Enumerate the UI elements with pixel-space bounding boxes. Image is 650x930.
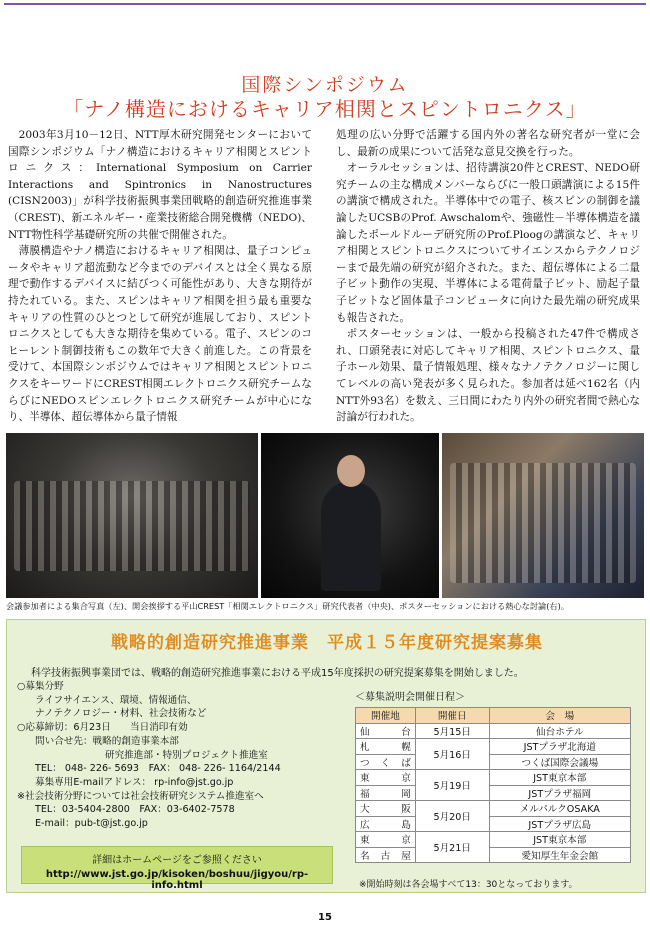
announcement-line: 研究推進部・特別プロジェクト推進室	[105, 749, 268, 761]
table-row	[356, 801, 631, 817]
schedule-date: 5月20日	[415, 801, 489, 832]
announcement-box	[6, 619, 646, 893]
announcement-line: ライフサイエンス、環境、情報通信、	[35, 694, 197, 706]
announcement-line: ○応募締切：6月23日 当日消印有効	[17, 722, 188, 734]
schedule-city: 広島	[356, 816, 416, 832]
announcement-details	[17, 680, 347, 831]
schedule-venue: JSTプラザ福岡	[489, 785, 630, 801]
schedule-city: 大阪	[356, 801, 416, 817]
schedule-venue: メルパルクOSAKA	[489, 801, 630, 817]
schedule-date: 5月16日	[415, 739, 489, 770]
schedule-venue: JST東京本部	[489, 832, 630, 848]
announcement-line: E-mail：pub-t@jst.go.jp	[35, 818, 148, 830]
paragraph: 2003年3月10－12日、NTT厚木研究開発センターにおいて国際シンポジウム「ナノ構造におけるキャリア相関とスピントロニクス：International Symposium on Carrier Interactions and Spintronics in Nanostructures (CISN2003)」が科学技術振興事業団戦略的創造研究推進事業（CREST)、新エネルギー・産業技術総合開発機構（NEDO)、NTT物性科学基礎研究所の共催で開催された。	[8, 129, 312, 241]
homepage-link-label: 詳細はホームページをご参照ください	[92, 855, 262, 866]
announcement-line: ○募集分野	[17, 681, 64, 692]
schedule-date: 5月21日	[415, 832, 489, 863]
schedule-title: ＜募集説明会開催日程＞	[355, 692, 465, 703]
schedule-table	[355, 707, 631, 863]
schedule-city: 東京	[356, 770, 416, 786]
schedule-header-date: 開催日	[415, 708, 489, 724]
table-row	[356, 816, 631, 832]
schedule-city: つくば	[356, 754, 416, 770]
schedule-city: 東京	[356, 832, 416, 848]
announcement-intro: 科学技術振興事業団では、戦略的創造研究推進事業における平成15年度採択の研究提案募集を開始しました。	[31, 668, 524, 679]
announcement-line: TEL： 048- 226- 5693 FAX： 048- 226- 1164/2144	[35, 763, 281, 775]
table-row	[356, 754, 631, 770]
schedule-city: 福岡	[356, 785, 416, 801]
schedule-venue: JSTプラザ広島	[489, 816, 630, 832]
schedule-date: 5月15日	[415, 723, 489, 739]
table-row	[356, 832, 631, 848]
homepage-link-url[interactable]: http://www.jst.go.jp/kisoken/boshuu/jigyou/rp-info.html	[45, 869, 309, 891]
homepage-link-box[interactable]	[21, 846, 333, 891]
paragraph: オーラルセッションは、招待講演20件とCREST、NEDO研究チームの主な構成メンバーならびに一般口頭講演による15件の講演で構成された。半導体中での電子、核スピンの制御を議論したUCSBのProf. Awschalomや、強磁性－半導体構造を議論したポールドルーデ研究所のProf.Ploogの講演など、キャリア相関とスピントロニクスについてサイエンスからテクノロジーまで最先端の研究が紹介された。また、超伝導体による二量子ビット動作の実現、半導体による電荷量子ビット、励起子量子ビットなど固体量子コンピュータに向けた最先端の研究成果も報告された。	[336, 162, 640, 324]
schedule-venue: 愛知厚生年金会館	[489, 847, 630, 863]
group-photo	[6, 433, 258, 598]
announcement-title: 戦略的創造研究推進事業 平成１５年度研究提案募集	[111, 633, 543, 653]
schedule-header-venue: 会 場	[489, 708, 630, 724]
speaker-photo	[261, 433, 439, 598]
schedule-city: 仙台	[356, 723, 416, 739]
top-rule	[4, 3, 646, 5]
paragraph: ポスターセッションは、一般から投稿された47件で構成され、口頭発表に対応してキャリア相関、スピントロニクス、量子ホール効果、量子情報処理、様々なナノテクノロジーに関してレベルの高い発表が多く見られた。参加者は延べ162名（内NTT外93名）を数え、三日間にわたり内外の研究者間で熱心な討論が行われた。	[336, 328, 640, 424]
announcement-line: ナノテクノロジー・材料、社会技術など	[35, 708, 207, 720]
schedule-city: 名古屋	[356, 847, 416, 863]
photo-caption: 会議参加者による集合写真（左)、開会挨拶する平山CREST「相関エレクトロニクス」研究代表者（中央)、ポスターセッションにおける熱心な討論(右)。	[6, 601, 569, 611]
table-row	[356, 785, 631, 801]
article-column-left	[8, 127, 312, 426]
schedule-city: 札幌	[356, 739, 416, 755]
poster-session-photo	[442, 433, 644, 598]
announcement-line: 問い合せ先：戦略的創造事業本部	[35, 735, 179, 747]
schedule-venue: 仙台ホテル	[489, 723, 630, 739]
table-row	[356, 739, 631, 755]
page-number: 15	[318, 912, 332, 923]
article-title: 国際シンポジウム	[241, 74, 409, 96]
article-column-right	[336, 127, 640, 426]
schedule-date: 5月19日	[415, 770, 489, 801]
table-row	[356, 847, 631, 863]
announcement-line: TEL：03-5404-2800 FAX：03-6402-7578	[35, 804, 235, 816]
paragraph: 処理の広い分野で活躍する国内外の著名な研究者が一堂に会し、最新の成果について活発な意見交換を行った。	[336, 129, 640, 158]
schedule-note: ※開始時刻は各会場すべて13：30となっております。	[359, 880, 578, 890]
schedule-venue: JSTプラザ北海道	[489, 739, 630, 755]
table-row	[356, 770, 631, 786]
schedule-venue: つくば国際会議場	[489, 754, 630, 770]
announcement-line: ※社会技術分野については社会技術研究システム推進室へ	[17, 790, 264, 802]
article-subtitle: 「ナノ構造におけるキャリア相関とスピントロニクス」	[63, 97, 587, 121]
table-row	[356, 723, 631, 739]
schedule-venue: JST東京本部	[489, 770, 630, 786]
schedule-header-city: 開催地	[356, 708, 416, 724]
paragraph: 薄膜構造やナノ構造におけるキャリア相関は、量子コンピュータやキャリア超流動など今までのデバイスとは全く異なる原理で動作するデバイスに結びつく可能性があり、大きな期待が持たれている。また、スピンはキャリア相関を担う最も重要なキャリアの性質のひとつとして研究が進展しており、スピントロニクスとしても大きな期待を集めている。電子、スピンのコヒーレント制御技術もこの数年で大きく前進した。この背景を受けて、本国際シンポジウムではキャリア相関とスピントロニクスをキーワードにCREST相関エレクトロニクス研究チームならびにNEDOスピンエレクトロニクス研究チームが中心になり、半導体、超伝導体から量子情報	[8, 245, 312, 424]
announcement-line: 募集専用E-mailアドレス： rp-info@jst.go.jp	[35, 776, 234, 788]
